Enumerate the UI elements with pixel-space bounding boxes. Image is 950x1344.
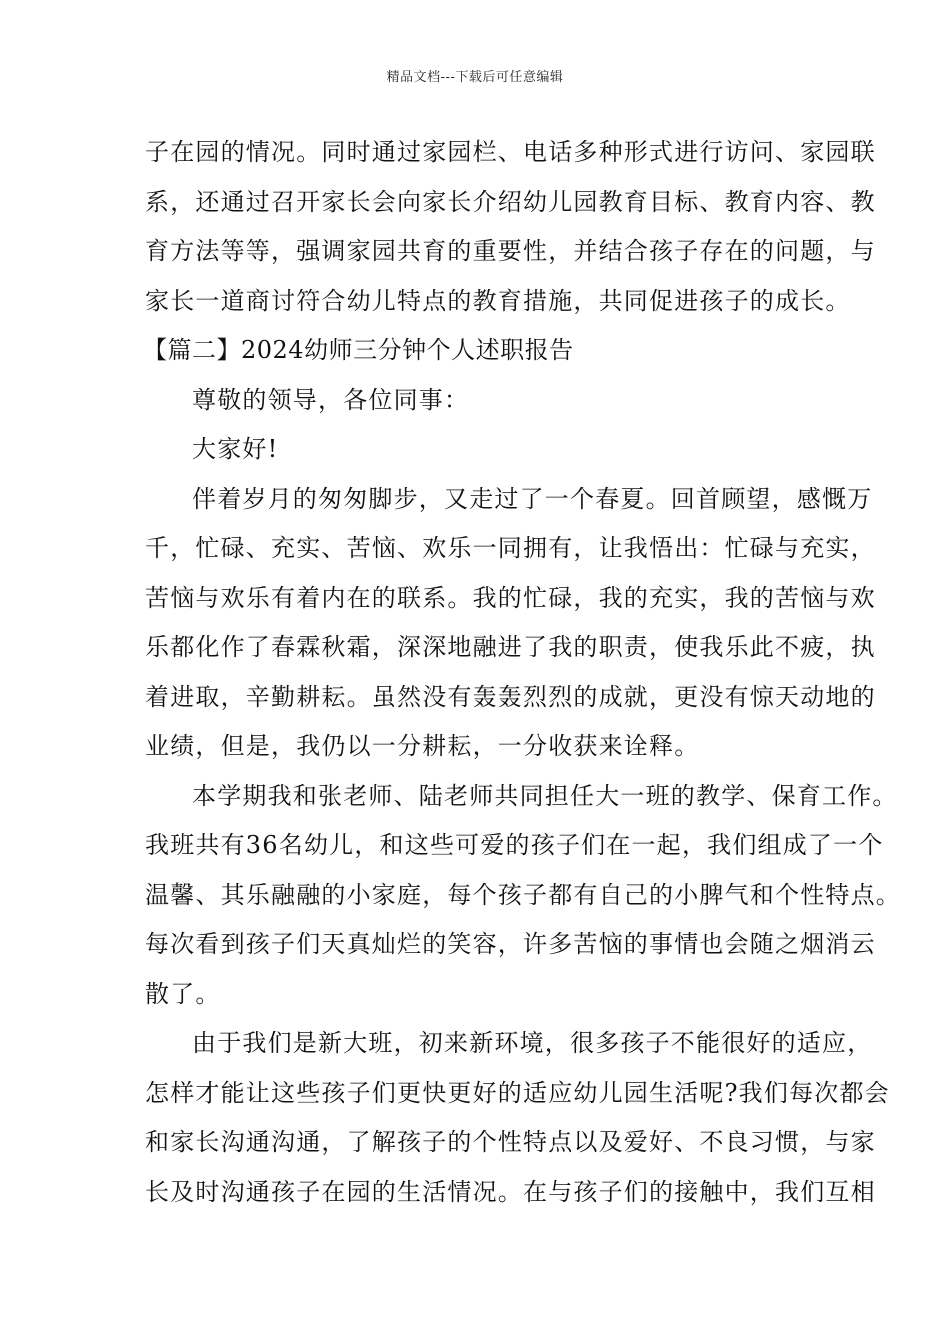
text-line: 苦恼与欢乐有着内在的联系。我的忙碌，我的充实，我的苦恼与欢 bbox=[145, 583, 876, 612]
text-line: 千，忙碌、充实、苦恼、欢乐一同拥有，让我悟出：忙碌与充实， bbox=[145, 534, 876, 562]
paragraph-first-line: 由于我们是新大班，初来新环境，很多孩子不能很好的适应， bbox=[192, 1029, 873, 1057]
text-line: 我班共有36名幼儿，和这些可爱的孩子们在一起，我们组成了一个 bbox=[145, 831, 884, 859]
paragraph-first-line: 伴着岁月的匆匆脚步，又走过了一个春夏。回首顾望，感慨万 bbox=[192, 484, 873, 513]
text-line: 子在园的情况。同时通过家园栏、电话多种形式进行访问、家园联 bbox=[145, 138, 876, 166]
text-line: 业绩，但是，我仍以一分耕耘，一分收获来诠释。 bbox=[145, 732, 700, 760]
document-body bbox=[143, 128, 901, 1217]
text-line: 家长一道商讨符合幼儿特点的教育措施，共同促进孩子的成长。 bbox=[145, 286, 851, 315]
text-line: 育方法等等，强调家园共育的重要性，并结合孩子存在的问题，与 bbox=[145, 237, 876, 265]
paragraph-first-line: 本学期我和张老师、陆老师共同担任大一班的教学、保育工作。 bbox=[192, 781, 898, 810]
text-line: 乐都化作了春霖秋霜，深深地融进了我的职责，使我乐此不疲，执 bbox=[145, 633, 876, 661]
text-line: 长及时沟通孩子在园的生活情况。在与孩子们的接触中，我们互相 bbox=[145, 1177, 876, 1206]
text-line: 系，还通过召开家长会向家长介绍幼儿园教育目标、教育内容、教 bbox=[145, 187, 876, 216]
section-heading: 【篇二】2024幼师三分钟个人述职报告 bbox=[143, 336, 574, 364]
text-line: 散了。 bbox=[145, 979, 221, 1008]
text-line: 和家长沟通沟通，了解孩子的个性特点以及爱好、不良习惯，与家 bbox=[145, 1128, 876, 1156]
text-line: 怎样才能让这些孩子们更快更好的适应幼儿园生活呢?我们每次都会 bbox=[145, 1078, 890, 1107]
text-line: 每次看到孩子们天真灿烂的笑容，许多苦恼的事情也会随之烟消云 bbox=[145, 930, 876, 958]
greeting-line: 大家好! bbox=[192, 435, 279, 463]
page-header: 精品文档---下载后可任意编辑 bbox=[386, 70, 564, 85]
text-line: 着进取，辛勤耕耘。虽然没有轰轰烈烈的成就，更没有惊天动地的 bbox=[145, 682, 876, 711]
text-line: 温馨、其乐融融的小家庭，每个孩子都有自己的小脾气和个性特点。 bbox=[145, 880, 901, 909]
salutation-line: 尊敬的领导，各位同事： bbox=[192, 385, 470, 414]
